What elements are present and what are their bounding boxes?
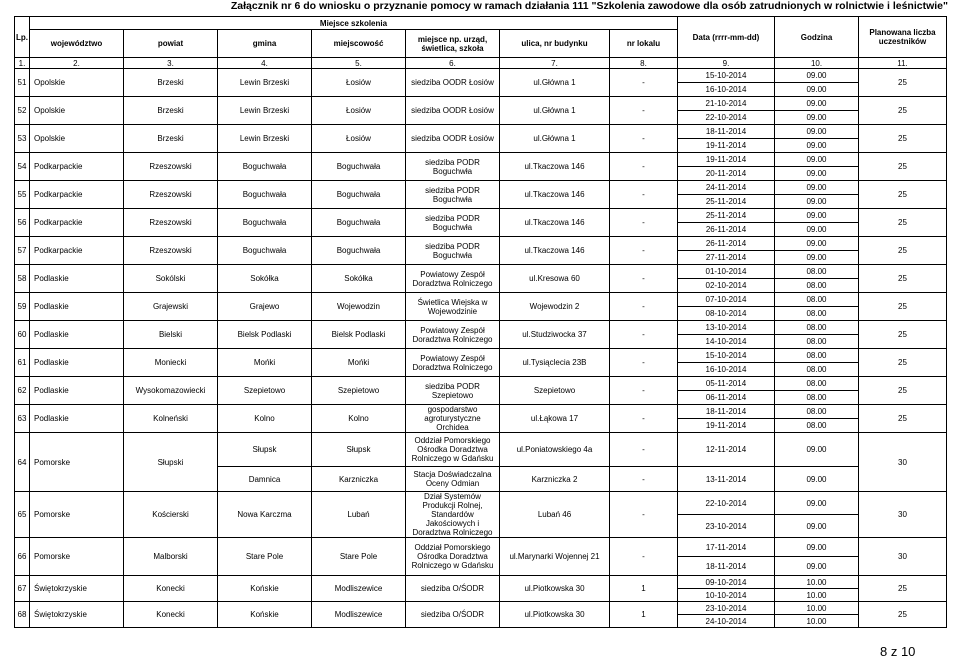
column-number: 1. (15, 58, 30, 69)
row-lp: 56 (15, 209, 30, 237)
row-uczestnicy: 25 (859, 153, 947, 181)
row-powiat: Wysokomazowiecki (124, 377, 218, 405)
row-ulica: ul.Kresowa 60 (500, 265, 610, 293)
row-hour: 09.00 (775, 125, 859, 139)
row-hour: 09.00 (775, 153, 859, 167)
row-powiat: Bielski (124, 321, 218, 349)
row-miejscowosc: Wojewodzin (312, 293, 406, 321)
row-miejsce: siedziba PODR Boguchwła (406, 237, 500, 265)
row-date: 24-10-2014 (678, 615, 775, 628)
row-ulica: ul.Marynarki Wojennej 21 (500, 538, 610, 576)
column-number: 10. (775, 58, 859, 69)
row-uczestnicy: 25 (859, 265, 947, 293)
row-date: 22-10-2014 (678, 492, 775, 515)
row-miejscowosc: Boguchwała (312, 209, 406, 237)
row-hour: 08.00 (775, 391, 859, 405)
row-hour: 08.00 (775, 279, 859, 293)
row-nr-lokalu: - (610, 97, 678, 125)
row-date: 20-11-2014 (678, 167, 775, 181)
row-date: 05-11-2014 (678, 377, 775, 391)
row-wojewodztwo: Podlaskie (30, 293, 124, 321)
row-ulica: ul.Tkaczowa 146 (500, 237, 610, 265)
row-ulica: Karzniczka 2 (500, 467, 610, 492)
row-hour: 09.00 (775, 69, 859, 83)
row-miejscowosc: Boguchwała (312, 237, 406, 265)
row-date: 22-10-2014 (678, 111, 775, 125)
row-hour: 09.00 (775, 251, 859, 265)
row-miejsce: siedziba OODR Łosiów (406, 69, 500, 97)
row-uczestnicy: 30 (859, 538, 947, 576)
row-date: 16-10-2014 (678, 83, 775, 97)
row-powiat: Sokólski (124, 265, 218, 293)
row-miejscowosc: Szepietowo (312, 377, 406, 405)
column-number: 3. (124, 58, 218, 69)
row-ulica: ul.Główna 1 (500, 69, 610, 97)
row-wojewodztwo: Podkarpackie (30, 237, 124, 265)
row-nr-lokalu: - (610, 433, 678, 467)
row-miejscowosc: Słupsk (312, 433, 406, 467)
row-uczestnicy: 25 (859, 405, 947, 433)
row-uczestnicy: 25 (859, 321, 947, 349)
row-wojewodztwo: Opolskie (30, 97, 124, 125)
row-powiat: Słupski (124, 433, 218, 492)
row-uczestnicy: 25 (859, 97, 947, 125)
row-date: 26-11-2014 (678, 237, 775, 251)
header-miejscowosc: miejscowość (312, 30, 406, 58)
row-lp: 57 (15, 237, 30, 265)
row-miejsce: Powiatowy Zespół Doradztwa Rolniczego (406, 349, 500, 377)
row-wojewodztwo: Podkarpackie (30, 181, 124, 209)
row-wojewodztwo: Podlaskie (30, 265, 124, 293)
row-uczestnicy: 25 (859, 181, 947, 209)
row-gmina: Sokółka (218, 265, 312, 293)
row-hour: 08.00 (775, 405, 859, 419)
row-date: 15-10-2014 (678, 69, 775, 83)
column-number: 6. (406, 58, 500, 69)
table-row (15, 349, 947, 363)
row-lp: 51 (15, 69, 30, 97)
row-ulica: Wojewodzin 2 (500, 293, 610, 321)
row-gmina: Mońki (218, 349, 312, 377)
row-date: 19-11-2014 (678, 419, 775, 433)
row-date: 13-10-2014 (678, 321, 775, 335)
row-gmina: Szepietowo (218, 377, 312, 405)
row-uczestnicy: 30 (859, 433, 947, 492)
row-ulica: ul.Tkaczowa 146 (500, 181, 610, 209)
row-powiat: Brzeski (124, 125, 218, 153)
row-date: 21-10-2014 (678, 97, 775, 111)
row-miejscowosc: Bielsk Podlaski (312, 321, 406, 349)
row-miejsce: gospodarstwo agroturystyczne Orchidea (406, 405, 500, 433)
row-gmina: Boguchwała (218, 181, 312, 209)
row-wojewodztwo: Opolskie (30, 69, 124, 97)
table-row (15, 125, 947, 139)
row-uczestnicy: 25 (859, 237, 947, 265)
row-gmina: Grajewo (218, 293, 312, 321)
document-title: Załącznik nr 6 do wniosku o przyznanie pomocy w ramach działania 111 "Szkolenia zawodowe dla osób zatrudnionych w rolnictwie i leśnictwie" (230, 0, 948, 12)
row-date: 24-11-2014 (678, 181, 775, 195)
row-powiat: Rzeszowski (124, 209, 218, 237)
header-ulica: ulica, nr budynku (500, 30, 610, 58)
header-lp: Lp. (15, 17, 30, 58)
row-powiat: Rzeszowski (124, 181, 218, 209)
row-lp: 60 (15, 321, 30, 349)
row-nr-lokalu: - (610, 405, 678, 433)
row-gmina: Bielsk Podlaski (218, 321, 312, 349)
row-miejsce: Oddział Pomorskiego Ośrodka Doradztwa Rolniczego w Gdańsku (406, 538, 500, 576)
row-gmina: Boguchwała (218, 237, 312, 265)
row-wojewodztwo: Pomorske (30, 492, 124, 538)
row-hour: 08.00 (775, 321, 859, 335)
row-miejsce: siedziba OODR Łosiów (406, 97, 500, 125)
column-number: 11. (859, 58, 947, 69)
row-hour: 09.00 (775, 538, 859, 557)
row-gmina: Boguchwała (218, 209, 312, 237)
row-powiat: Konecki (124, 602, 218, 628)
row-date: 25-11-2014 (678, 195, 775, 209)
row-nr-lokalu: - (610, 125, 678, 153)
row-lp: 55 (15, 181, 30, 209)
row-nr-lokalu: - (610, 349, 678, 377)
row-hour: 09.00 (775, 557, 859, 576)
row-date: 27-11-2014 (678, 251, 775, 265)
table-row (15, 237, 947, 251)
row-lp: 63 (15, 405, 30, 433)
training-schedule-table (14, 16, 947, 628)
row-hour: 09.00 (775, 515, 859, 538)
table-body (15, 69, 947, 628)
row-ulica: ul.Tkaczowa 146 (500, 209, 610, 237)
row-powiat: Malborski (124, 538, 218, 576)
row-uczestnicy: 30 (859, 492, 947, 538)
row-gmina: Lewin Brzeski (218, 69, 312, 97)
row-hour: 10.00 (775, 615, 859, 628)
row-ulica: ul.Tysiąclecia 23B (500, 349, 610, 377)
row-date: 18-11-2014 (678, 557, 775, 576)
row-uczestnicy: 25 (859, 125, 947, 153)
table-row (15, 405, 947, 419)
row-miejscowosc: Modliszewice (312, 576, 406, 602)
table-row (15, 538, 947, 557)
column-number: 4. (218, 58, 312, 69)
row-miejsce: Dział Systemów Produkcji Rolnej, Standardów Jakościowych i Doradztwa Rolniczego (406, 492, 500, 538)
row-hour: 08.00 (775, 419, 859, 433)
row-nr-lokalu: - (610, 153, 678, 181)
row-hour: 08.00 (775, 307, 859, 321)
header-nr-lokalu: nr lokalu (610, 30, 678, 58)
row-hour: 09.00 (775, 167, 859, 181)
row-nr-lokalu: - (610, 377, 678, 405)
row-gmina: Nowa Karczma (218, 492, 312, 538)
row-hour: 09.00 (775, 195, 859, 209)
row-hour: 09.00 (775, 181, 859, 195)
column-number: 7. (500, 58, 610, 69)
row-hour: 10.00 (775, 602, 859, 615)
header-miejsce-np: miejsce np. urząd, świetlica, szkoła (406, 30, 500, 58)
row-date: 23-10-2014 (678, 602, 775, 615)
row-ulica: ul.Główna 1 (500, 97, 610, 125)
row-hour: 09.00 (775, 467, 859, 492)
row-powiat: Rzeszowski (124, 237, 218, 265)
header-miejsce-szkolenia: Miejsce szkolenia (30, 17, 678, 30)
row-hour: 09.00 (775, 492, 859, 515)
row-lp: 68 (15, 602, 30, 628)
row-miejsce: Powiatowy Zespół Doradztwa Rolniczego (406, 265, 500, 293)
row-hour: 10.00 (775, 589, 859, 602)
row-miejsce: siedziba PODR Boguchwła (406, 181, 500, 209)
row-miejscowosc: Łosiów (312, 125, 406, 153)
row-lp: 65 (15, 492, 30, 538)
row-date: 14-10-2014 (678, 335, 775, 349)
table-row (15, 377, 947, 391)
row-gmina: Lewin Brzeski (218, 97, 312, 125)
row-miejscowosc: Stare Pole (312, 538, 406, 576)
row-miejsce: siedziba O/ŚODR (406, 602, 500, 628)
row-miejsce: siedziba PODR Boguchwła (406, 209, 500, 237)
row-hour: 09.00 (775, 111, 859, 125)
row-miejscowosc: Boguchwała (312, 153, 406, 181)
row-wojewodztwo: Świętokrzyskie (30, 576, 124, 602)
row-miejscowosc: Sokółka (312, 265, 406, 293)
table-row (15, 576, 947, 589)
column-number: 8. (610, 58, 678, 69)
row-date: 17-11-2014 (678, 538, 775, 557)
row-nr-lokalu: - (610, 492, 678, 538)
row-nr-lokalu: - (610, 265, 678, 293)
row-gmina: Końskie (218, 576, 312, 602)
row-ulica: ul.Łąkowa 17 (500, 405, 610, 433)
row-lp: 53 (15, 125, 30, 153)
column-number-row (15, 58, 947, 69)
row-uczestnicy: 25 (859, 209, 947, 237)
row-wojewodztwo: Pomorske (30, 538, 124, 576)
row-powiat: Konecki (124, 576, 218, 602)
row-nr-lokalu: - (610, 209, 678, 237)
row-nr-lokalu: 1 (610, 576, 678, 602)
row-miejscowosc: Łosiów (312, 97, 406, 125)
row-uczestnicy: 25 (859, 349, 947, 377)
row-date: 19-11-2014 (678, 139, 775, 153)
row-powiat: Rzeszowski (124, 153, 218, 181)
row-miejsce: Oddział Pomorskiego Ośrodka Doradztwa Rolniczego w Gdańsku (406, 433, 500, 467)
row-lp: 61 (15, 349, 30, 377)
row-miejscowosc: Lubań (312, 492, 406, 538)
row-gmina: Damnica (218, 467, 312, 492)
row-date: 26-11-2014 (678, 223, 775, 237)
row-date: 02-10-2014 (678, 279, 775, 293)
row-miejscowosc: Łosiów (312, 69, 406, 97)
row-lp: 52 (15, 97, 30, 125)
table-row (15, 492, 947, 515)
row-lp: 54 (15, 153, 30, 181)
row-uczestnicy: 25 (859, 377, 947, 405)
row-date: 23-10-2014 (678, 515, 775, 538)
row-nr-lokalu: - (610, 467, 678, 492)
row-wojewodztwo: Opolskie (30, 125, 124, 153)
row-date: 16-10-2014 (678, 363, 775, 377)
row-wojewodztwo: Podlaskie (30, 349, 124, 377)
row-gmina: Boguchwała (218, 153, 312, 181)
row-ulica: Lubań 46 (500, 492, 610, 538)
row-wojewodztwo: Podlaskie (30, 377, 124, 405)
row-wojewodztwo: Podkarpackie (30, 209, 124, 237)
row-lp: 62 (15, 377, 30, 405)
row-hour: 09.00 (775, 223, 859, 237)
header-planowana-liczba: Planowana liczba uczestników (859, 17, 947, 58)
row-hour: 08.00 (775, 349, 859, 363)
row-gmina: Kolno (218, 405, 312, 433)
row-hour: 09.00 (775, 83, 859, 97)
row-ulica: ul.Główna 1 (500, 125, 610, 153)
row-ulica: ul.Poniatowskiego 4a (500, 433, 610, 467)
row-date: 18-11-2014 (678, 125, 775, 139)
row-uczestnicy: 25 (859, 69, 947, 97)
row-wojewodztwo: Świętokrzyskie (30, 602, 124, 628)
row-nr-lokalu: - (610, 321, 678, 349)
table-row (15, 69, 947, 83)
row-lp: 67 (15, 576, 30, 602)
row-powiat: Kolneński (124, 405, 218, 433)
row-nr-lokalu: - (610, 237, 678, 265)
row-miejscowosc: Boguchwała (312, 181, 406, 209)
row-nr-lokalu: - (610, 181, 678, 209)
row-ulica: ul.Studziwocka 37 (500, 321, 610, 349)
row-hour: 09.00 (775, 97, 859, 111)
table-row (15, 602, 947, 615)
header-data: Data (rrrr-mm-dd) (678, 17, 775, 58)
row-date: 06-11-2014 (678, 391, 775, 405)
row-date: 18-11-2014 (678, 405, 775, 419)
row-powiat: Brzeski (124, 69, 218, 97)
row-powiat: Moniecki (124, 349, 218, 377)
row-nr-lokalu: - (610, 538, 678, 576)
row-ulica: ul.Tkaczowa 146 (500, 153, 610, 181)
header-row-top (15, 17, 947, 30)
row-nr-lokalu: - (610, 69, 678, 97)
row-wojewodztwo: Podlaskie (30, 321, 124, 349)
header-godzina: Godzina (775, 17, 859, 58)
table-row (15, 321, 947, 335)
row-ulica: ul.Piotkowska 30 (500, 602, 610, 628)
row-hour: 08.00 (775, 377, 859, 391)
row-hour: 09.00 (775, 209, 859, 223)
row-date: 09-10-2014 (678, 576, 775, 589)
row-gmina: Końskie (218, 602, 312, 628)
table-row (15, 265, 947, 279)
column-number: 5. (312, 58, 406, 69)
row-date: 10-10-2014 (678, 589, 775, 602)
row-miejscowosc: Mońki (312, 349, 406, 377)
row-miejscowosc: Kolno (312, 405, 406, 433)
header-wojewodztwo: województwo (30, 30, 124, 58)
row-ulica: Szepietowo (500, 377, 610, 405)
row-uczestnicy: 25 (859, 293, 947, 321)
row-date: 19-11-2014 (678, 153, 775, 167)
row-miejsce: siedziba O/ŚODR (406, 576, 500, 602)
row-miejsce: Powiatowy Zespół Doradztwa Rolniczego (406, 321, 500, 349)
row-hour: 08.00 (775, 363, 859, 377)
table-row (15, 209, 947, 223)
column-number: 9. (678, 58, 775, 69)
row-miejscowosc: Modliszewice (312, 602, 406, 628)
row-ulica: ul.Piotkowska 30 (500, 576, 610, 602)
row-nr-lokalu: 1 (610, 602, 678, 628)
row-date: 13-11-2014 (678, 467, 775, 492)
row-wojewodztwo: Podkarpackie (30, 153, 124, 181)
table-row (15, 293, 947, 307)
table-row (15, 433, 947, 467)
row-date: 07-10-2014 (678, 293, 775, 307)
row-nr-lokalu: - (610, 293, 678, 321)
row-uczestnicy: 25 (859, 602, 947, 628)
row-miejsce: siedziba PODR Boguchwła (406, 153, 500, 181)
table-row (15, 181, 947, 195)
header-powiat: powiat (124, 30, 218, 58)
row-powiat: Grajewski (124, 293, 218, 321)
row-wojewodztwo: Pomorske (30, 433, 124, 492)
row-hour: 09.00 (775, 237, 859, 251)
row-date: 15-10-2014 (678, 349, 775, 363)
row-lp: 64 (15, 433, 30, 492)
row-miejsce: siedziba PODR Szepietowo (406, 377, 500, 405)
page-number: 8 z 10 (880, 644, 916, 659)
row-lp: 66 (15, 538, 30, 576)
row-miejsce: siedziba OODR Łosiów (406, 125, 500, 153)
row-hour: 09.00 (775, 433, 859, 467)
row-hour: 09.00 (775, 139, 859, 153)
row-hour: 08.00 (775, 265, 859, 279)
row-gmina: Słupsk (218, 433, 312, 467)
row-wojewodztwo: Podlaskie (30, 405, 124, 433)
row-uczestnicy: 25 (859, 576, 947, 602)
row-hour: 08.00 (775, 335, 859, 349)
row-powiat: Brzeski (124, 97, 218, 125)
row-powiat: Kościerski (124, 492, 218, 538)
row-miejscowosc: Karzniczka (312, 467, 406, 492)
row-date: 12-11-2014 (678, 433, 775, 467)
row-date: 01-10-2014 (678, 265, 775, 279)
table-row (15, 153, 947, 167)
row-date: 25-11-2014 (678, 209, 775, 223)
row-gmina: Stare Pole (218, 538, 312, 576)
table-row (15, 97, 947, 111)
column-number: 2. (30, 58, 124, 69)
row-hour: 08.00 (775, 293, 859, 307)
row-miejsce: Stacja Doświadczalna Oceny Odmian (406, 467, 500, 492)
header-gmina: gmina (218, 30, 312, 58)
row-date: 08-10-2014 (678, 307, 775, 321)
row-gmina: Lewin Brzeski (218, 125, 312, 153)
row-hour: 10.00 (775, 576, 859, 589)
row-lp: 58 (15, 265, 30, 293)
row-miejsce: Świetlica Wiejska w Wojewodzinie (406, 293, 500, 321)
row-lp: 59 (15, 293, 30, 321)
